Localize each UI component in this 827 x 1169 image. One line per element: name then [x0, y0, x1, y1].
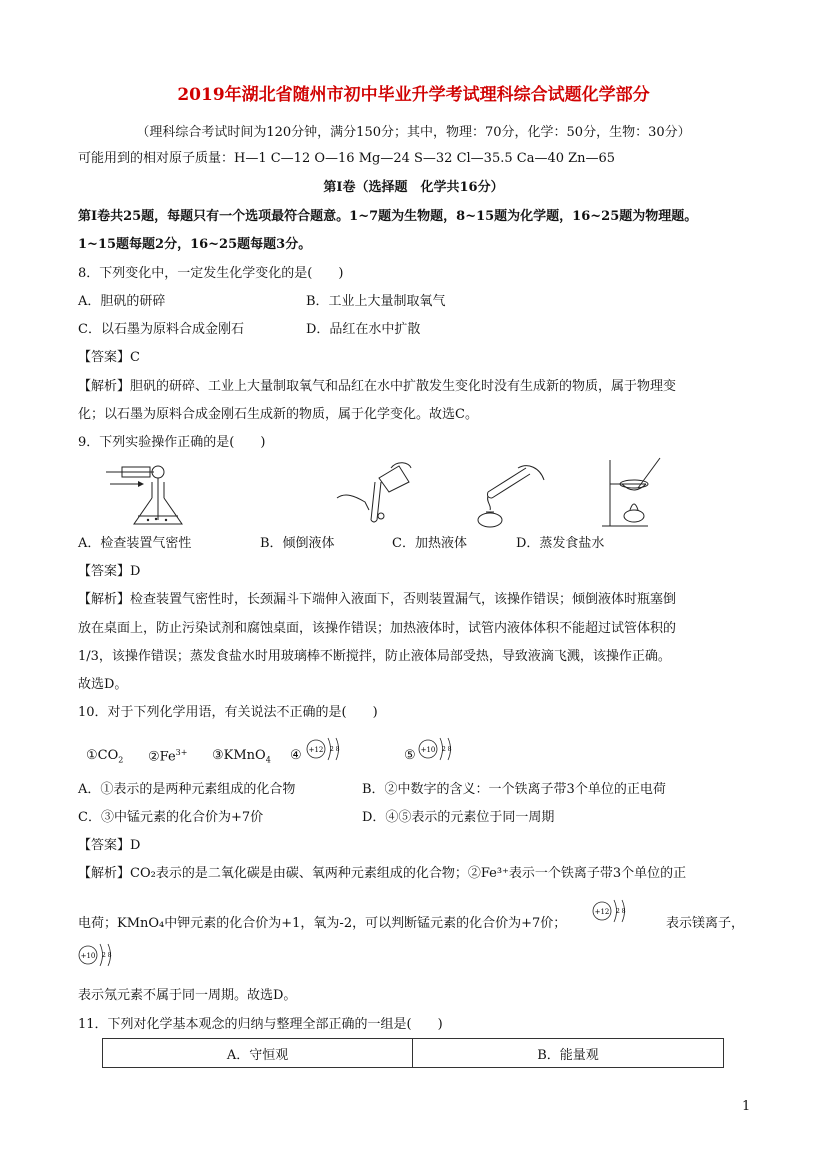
q9-option-b: B．倾倒液体: [260, 536, 335, 551]
airtightness-apparatus-figure: [104, 462, 188, 528]
q10-option-a: A．①表示的是两种元素组成的化合物: [78, 782, 296, 797]
q11-stem: 11．下列对化学基本观念的归纳与整理全部正确的一组是( ): [78, 1017, 443, 1032]
atomic-masses: 可能用到的相对原子质量：H—1 C—12 O—16 Mg—24 S—32 Cl—35.5 Ca—40 Zn—65: [78, 151, 616, 166]
svg-text:+10: +10: [420, 746, 436, 754]
q9-option-c: C．加热液体: [392, 536, 467, 551]
evaporating-salt-water-figure: [598, 456, 672, 530]
q8-option-a: A．胆矾的研碎: [78, 294, 166, 309]
q10-answer: 【答案】D: [78, 838, 141, 853]
section-note-2: 1~15题每题2分，16~25题每题3分。: [78, 237, 312, 252]
q10-option-d: D．④⑤表示的元素位于同一周期: [362, 810, 555, 825]
q8-analysis-2: 化；以石墨为原料合成金刚石生成新的物质，属于化学变化。故选C。: [78, 407, 478, 422]
q9-analysis-2: 放在桌面上，防止污染试剂和腐蚀桌面，该操作错误；加热液体时，试管内液体体积不能超过试管体积的: [78, 621, 677, 636]
page-title: 2019年湖北省随州市初中毕业升学考试理科综合试题化学部分: [177, 85, 650, 105]
q10-item-1: $①CO_2$: [86, 748, 124, 765]
svg-text:2 8: 2 8: [616, 908, 626, 915]
q11-header-a: A．守恒观: [103, 1039, 413, 1068]
q10-item-5-label: ⑤: [404, 748, 416, 763]
svg-text:2 8: 2 8: [102, 952, 112, 959]
q10-atom-diagram-4: [306, 734, 348, 768]
q10-option-c: C．③中锰元素的化合价为+7价: [78, 810, 264, 825]
section-note-1: 第Ⅰ卷共25题，每题只有一个选项最符合题意。1~7题为生物题，8~15题为化学题，16~25题为物理题。: [78, 209, 698, 224]
q8-analysis-1: 【解析】胆矾的研碎、工业上大量制取氧气和品红在水中扩散发生变化时没有生成新的物质，属于物理变: [78, 379, 677, 394]
q8-answer: 【答案】C: [78, 350, 140, 365]
q10-stem: 10．对于下列化学用语，有关说法不正确的是( ): [78, 705, 378, 720]
svg-text:+12: +12: [594, 908, 610, 916]
q9-stem: 9．下列实验操作正确的是( ): [78, 435, 266, 450]
table-row: [103, 1039, 724, 1068]
mg-ion-diagram: [592, 896, 634, 930]
q10-item-3: ③KMnO$_4$: [212, 748, 271, 765]
q8-stem: 8．下列变化中，一定发生化学变化的是( ): [78, 266, 344, 281]
q11-table: [102, 1038, 724, 1068]
q10-analysis-1: 【解析】CO₂表示的是二氧化碳是由碳、氧两种元素组成的化合物；②Fe³⁺表示一个铁离子带3个单位的正: [78, 866, 687, 881]
q10-analysis-2a: 电荷；KMnO₄中钾元素的化合价为+1，氧为-2，可以判断锰元素的化合价为+7价；: [78, 916, 567, 931]
q9-answer: 【答案】D: [78, 564, 141, 579]
svg-text:+10: +10: [80, 952, 96, 960]
q8-option-c: C．以石墨为原料合成金刚石: [78, 322, 244, 337]
q10-item-2: $②Fe^{3+}$: [148, 748, 188, 765]
section-heading: 第Ⅰ卷（选择题 化学共16分）: [323, 180, 504, 195]
q10-option-b: B．②中数字的含义：一个铁离子带3个单位的正电荷: [362, 782, 666, 797]
ne-atom-diagram: [78, 940, 120, 974]
q8-option-b: B．工业上大量制取氧气: [306, 294, 446, 309]
q9-analysis-1: 【解析】检查装置气密性时，长颈漏斗下端伸入液面下，否则装置漏气，该操作错误；倾倒液体时瓶塞倒: [78, 592, 677, 607]
pouring-liquid-figure: [335, 458, 415, 524]
q11-header-b: B．能量观: [413, 1039, 724, 1068]
q10-analysis-3: 表示氖元素不属于同一周期。故选D。: [78, 988, 297, 1003]
svg-text:2 8: 2 8: [330, 746, 340, 753]
page-number: 1: [742, 1099, 751, 1114]
heating-liquid-figure: [468, 458, 548, 530]
q9-analysis-3: 1/3，该操作错误；蒸发食盐水时用玻璃棒不断搅拌，防止液体局部受热，导致液滴飞溅，该操作正确。: [78, 649, 671, 664]
svg-text:+12: +12: [308, 746, 324, 754]
q9-option-d: D．蒸发食盐水: [516, 536, 605, 551]
exam-info: （理科综合考试时间为120分钟，满分150分；其中，物理：70分，化学：50分，生物：30分）: [136, 125, 691, 140]
q10-analysis-2b: 表示镁离子，: [666, 916, 745, 931]
q9-option-a: A．检查装置气密性: [78, 536, 192, 551]
q8-option-d: D．品红在水中扩散: [306, 322, 421, 337]
q10-atom-diagram-5: [418, 734, 460, 768]
svg-text:2 8: 2 8: [442, 746, 452, 753]
q9-analysis-4: 故选D。: [78, 677, 128, 692]
q10-item-4-label: ④: [290, 748, 302, 763]
